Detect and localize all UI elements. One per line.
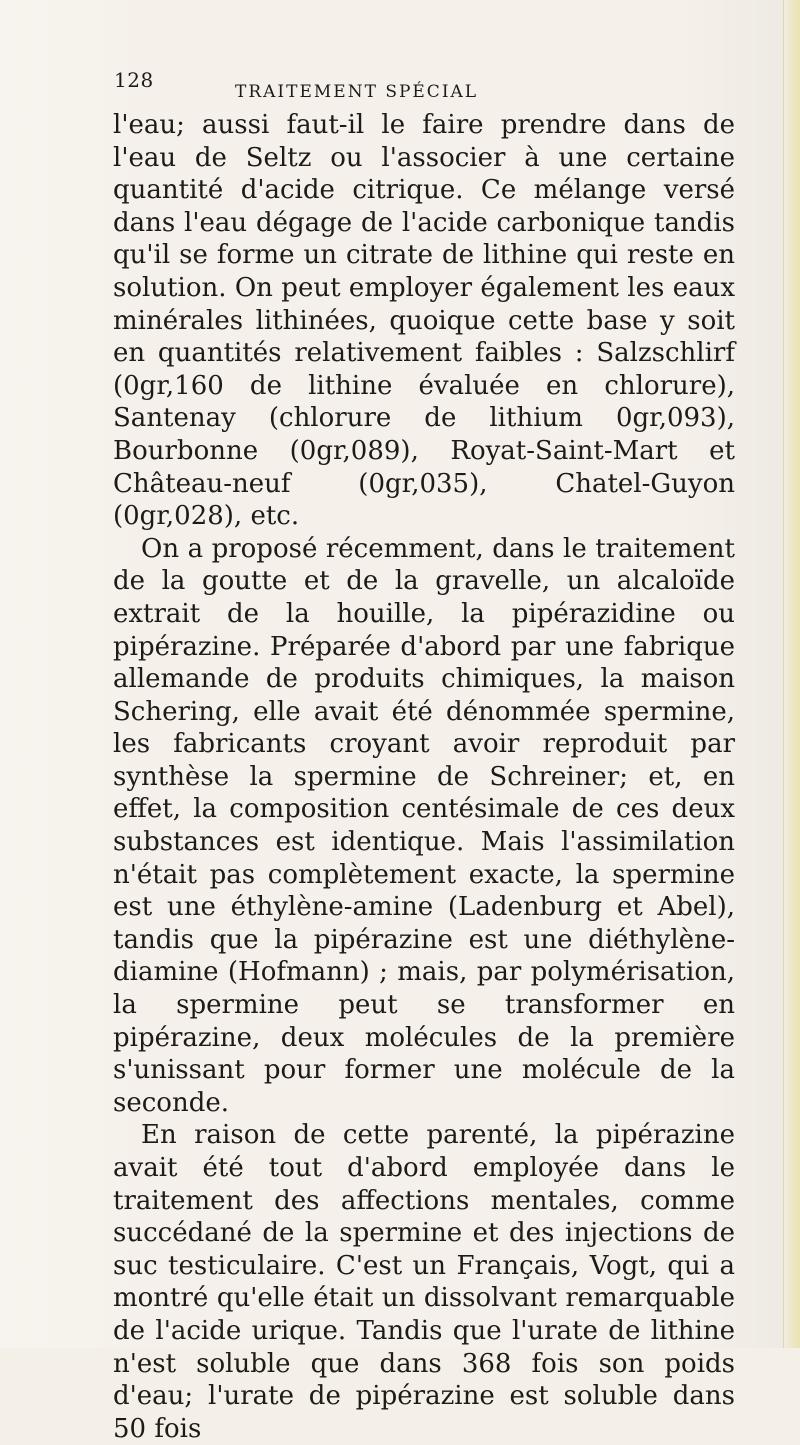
paragraph-2: On a proposé récemment, dans le traitement de la goutte et de la gravelle, un alcaloïde extrait de la houille, la pipérazidine ou pipérazine. Préparée d'abord par une fabrique allemande de produits chimiques, la maison Schering, elle avait été dénommée spermine, les fabricants croyant avoir reproduit par synthèse la spermine de Schreiner; et, en effet, la composition centésimale de ces deux substances est identique. Mais l'assimilation n'était pas complètement exacte, la spermine est une éthylène-amine (Ladenburg et Abel), tandis que la pipérazine est une diéthylène-diamine (Hofmann) ; mais, par polymérisation, la spermine peut se transformer en pipérazine, deux molécules de la première s'unissant pour former une molécule de la seconde. [113,533,735,1118]
running-head: TRAITEMENT SPÉCIAL [235,82,479,102]
page-edge [783,0,800,1348]
main-text-block [113,109,735,1445]
paragraph-3: En raison de cette parenté, la pipérazine avait été tout d'abord employée dans le traitement des affections mentales, comme succédané de la spermine et des injections de suc testiculaire. C'est un Français, Vogt, qui a montré qu'elle était un dissolvant remarquable de l'acide urique. Tandis que l'urate de lithine n'est soluble que dans 368 fois son poids d'eau; l'urate de pipérazine est soluble dans 50 fois [113,1120,735,1444]
page-number: 128 [114,68,154,92]
paragraph-1: l'eau; aussi faut-il le faire prendre dans de l'eau de Seltz ou l'associer à une certaine quantité d'acide citrique. Ce mélange versé dans l'eau dégage de l'acide carbonique tandis qu'il se forme un citrate de lithine qui reste en solution. On peut employer également les eaux minérales lithinées, quoique cette base y soit en quantités relativement faibles : Salzschlirf (0gr,160 de lithine évaluée en chlorure), Santenay (chlorure de lithium 0gr,093), Bourbonne (0gr,089), Royat-Saint-Mart et Château-neuf (0gr,035), Chatel-Guyon (0gr,028), etc. [113,110,735,532]
